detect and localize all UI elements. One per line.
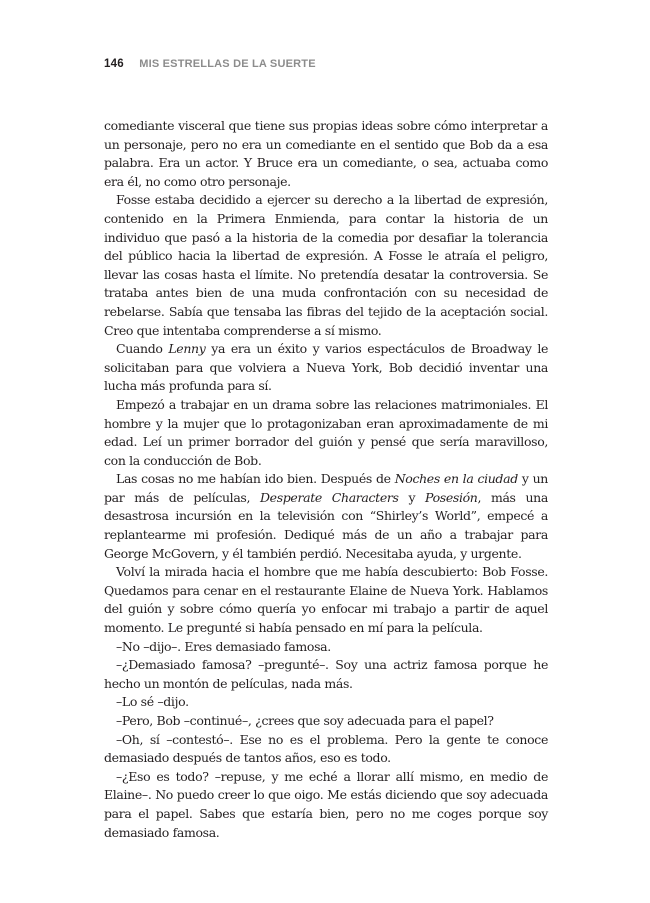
paragraph-5 bbox=[104, 470, 548, 563]
paragraph-text: –Pero, Bob –continué–, ¿crees que soy adecuada para el papel? bbox=[116, 713, 494, 728]
paragraph-4 bbox=[104, 396, 548, 470]
paragraph-10 bbox=[104, 712, 548, 731]
film-title-desperate: Desperate Characters bbox=[259, 489, 399, 505]
paragraph-text: y bbox=[398, 489, 426, 505]
paragraph-text: Las cosas no me habían ido bien. Después de bbox=[116, 471, 395, 487]
film-title-posesion: Posesión bbox=[425, 489, 478, 505]
paragraph-text: y un par más de películas, bbox=[104, 471, 548, 505]
paragraph-2 bbox=[104, 191, 548, 340]
paragraph-9 bbox=[104, 693, 548, 712]
body-text bbox=[104, 117, 548, 842]
paragraph-text: comediante visceral que tiene sus propias ideas sobre cómo interpretar a un personaje, pero no era un comediante en el sentido que Bob da a esa palabra. Era un actor. Y Bruce era un comediante, o sea, actuaba como era él, no como otro personaje. bbox=[104, 118, 548, 189]
paragraph-8 bbox=[104, 656, 548, 693]
paragraph-text: Volví la mirada hacia el hombre que me había descubierto: Bob Fosse. Quedamos para cenar en el restaurante Elaine de Nueva York. Hablamos del guión y sobre cómo quería yo enfocar mi trabajo a partir de aquel momento. Le pregunté si había pensado en mí para la película. bbox=[104, 564, 548, 636]
paragraph-1 bbox=[104, 117, 548, 191]
film-title-noches: Noches en la ciudad bbox=[394, 471, 518, 487]
paragraph-text: –No –dijo–. Eres demasiado famosa. bbox=[116, 638, 331, 654]
paragraph-text: –¿Eso es todo? –repuse, y me eché a llorar allí mismo, en medio de Elaine–. No puedo creer lo que oigo. Me estás diciendo que soy adecuada para el papel. Sabes que estaría bien, pero no me coges porque soy demasiado famosa. bbox=[104, 768, 548, 840]
paragraph-12 bbox=[104, 768, 548, 842]
film-title-lenny: Lenny bbox=[168, 341, 206, 357]
paragraph-text: –¿Demasiado famosa? –pregunté–. Soy una actriz famosa porque he hecho un montón de películas, nada más. bbox=[104, 657, 548, 691]
paragraph-7 bbox=[104, 638, 548, 657]
paragraph-text: –Lo sé –dijo. bbox=[116, 694, 189, 710]
paragraph-text: Cuando bbox=[116, 341, 169, 357]
paragraph-3 bbox=[104, 340, 548, 396]
paragraph-11 bbox=[104, 731, 548, 768]
page-number: 146 bbox=[104, 58, 124, 70]
running-head bbox=[104, 58, 316, 70]
paragraph-6 bbox=[104, 563, 548, 637]
paragraph-text: , más una desastrosa incursión en la televisión con “Shirley’s World”, empecé a replantearme mi profesión. Dediqué más de un año a trabajar para George McGovern, y él también perdió. Necesitaba ayuda, y urgente. bbox=[104, 489, 548, 561]
book-title: MIS ESTRELLAS DE LA SUERTE bbox=[139, 58, 316, 70]
paragraph-text: –Oh, sí –contestó–. Ese no es el problema. Pero la gente te conoce demasiado después de tantos años, eso es todo. bbox=[104, 731, 548, 766]
paragraph-text: Fosse estaba decidido a ejercer su derecho a la libertad de expresión, contenido en la Primera Enmienda, para contar la historia de un individuo que pasó a la historia de la comedia por desafiar la tolerancia del público hacia la libertad de expresión. A Fosse le atraía el peligro, llevar las cosas hasta el límite. No pretendía desatar la controversia. Se trataba antes bien de una muda confrontación con su necesidad de rebelarse. Sabía que tensaba las fibras del tejido de la aceptación social. Creo que intentaba comprenderse a sí mismo. bbox=[104, 192, 548, 338]
paragraph-text: Empezó a trabajar en un drama sobre las relaciones matrimoniales. El hombre y la mujer que lo protagonizaban eran aproximadamente de mi edad. Leí un primer borrador del guión y pensé que sería maravilloso, con la conducción de Bob. bbox=[104, 396, 548, 468]
paragraph-text: ya era un éxito y varios espectáculos de Broadway le solicitaban para que volviera a Nueva York, Bob decidió inventar una lucha más profunda para sí. bbox=[104, 341, 549, 394]
